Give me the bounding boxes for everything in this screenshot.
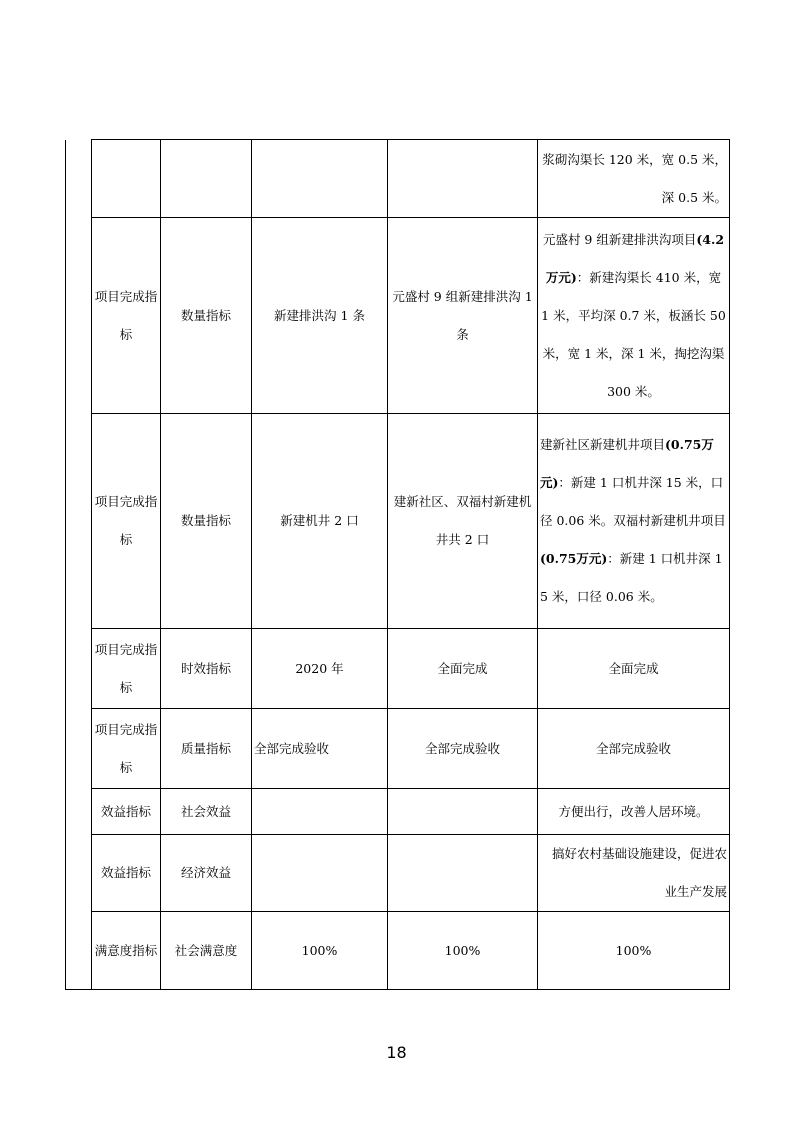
- indicator-cell: 数量指标: [161, 218, 252, 414]
- category-cell: 项目完成指标: [92, 218, 161, 414]
- indicator-cell: 经济效益: [161, 835, 252, 912]
- actual-cell: 全面完成: [388, 629, 538, 709]
- detail-text: ：新建 1 口机井深 15 米，口径 0.06 米。: [540, 551, 723, 604]
- planned-cell: 全部完成验收: [252, 709, 388, 789]
- category-cell: 效益指标: [92, 835, 161, 912]
- table-row: [66, 414, 730, 629]
- actual-cell: 元盛村 9 组新建排洪沟 1 条: [388, 218, 538, 414]
- detail-text: ：新建沟渠长 410 米，宽 1 米，平均深 0.7 米，板涵长 50 米，宽 1 米，深 1 米，掏挖沟渠 300 米。: [541, 269, 726, 399]
- indicator-cell: 社会效益: [161, 789, 252, 835]
- table-row: [66, 629, 730, 709]
- indicator-cell: [161, 140, 252, 218]
- table-row: [66, 218, 730, 414]
- category-cell: 项目完成指标: [92, 629, 161, 709]
- detail-cell: 搞好农村基础设施建设，促进农业生产发展: [538, 835, 730, 912]
- planned-cell: [252, 789, 388, 835]
- detail-cell: 全部完成验收: [538, 709, 730, 789]
- planned-cell: 新建机井 2 口: [252, 414, 388, 629]
- detail-text: 元盛村 9 组新建排洪沟项目: [542, 231, 697, 247]
- actual-cell: [388, 835, 538, 912]
- detail-cell: 100%: [538, 912, 730, 990]
- detail-text: 建新社区新建机井项目: [540, 437, 666, 452]
- detail-cell: 浆砌沟渠长 120 米，宽 0.5 米，深 0.5 米。: [538, 140, 730, 218]
- category-cell: 满意度指标: [92, 912, 161, 990]
- actual-cell: 全部完成验收: [388, 709, 538, 789]
- actual-cell: 建新社区、双福村新建机井共 2 口: [388, 414, 538, 629]
- indicator-cell: 质量指标: [161, 709, 252, 789]
- actual-cell: 100%: [388, 912, 538, 990]
- indicator-cell: 社会满意度: [161, 912, 252, 990]
- detail-cost: (4.2万元): [545, 231, 725, 285]
- detail-cost: (0.75万元): [540, 551, 608, 566]
- planned-cell: 100%: [252, 912, 388, 990]
- actual-cell: [388, 789, 538, 835]
- table-row: [66, 140, 730, 218]
- planned-cell: 2020 年: [252, 629, 388, 709]
- detail-cell: [538, 218, 730, 414]
- planned-cell: 新建排洪沟 1 条: [252, 218, 388, 414]
- actual-cell: [388, 140, 538, 218]
- planned-cell: [252, 140, 388, 218]
- indicator-cell: 数量指标: [161, 414, 252, 629]
- table-row: [66, 789, 730, 835]
- category-cell: 项目完成指标: [92, 414, 161, 629]
- category-cell: 效益指标: [92, 789, 161, 835]
- detail-cost: (0.75万元): [540, 437, 714, 490]
- table-row: [66, 912, 730, 990]
- planned-cell: [252, 835, 388, 912]
- detail-text: ：新建 1 口机井深 15 米，口径 0.06 米。双福村新建机井项目: [540, 475, 726, 528]
- table-row: [66, 709, 730, 789]
- detail-cell: 方便出行，改善人居环境。: [538, 789, 730, 835]
- indicator-cell: 时效指标: [161, 629, 252, 709]
- category-cell: 项目完成指标: [92, 709, 161, 789]
- page-number: 18: [386, 1043, 407, 1062]
- detail-cell: [538, 414, 730, 629]
- detail-cell: 全面完成: [538, 629, 730, 709]
- table-row: [66, 835, 730, 912]
- category-cell: [92, 140, 161, 218]
- indicator-table: [65, 139, 730, 990]
